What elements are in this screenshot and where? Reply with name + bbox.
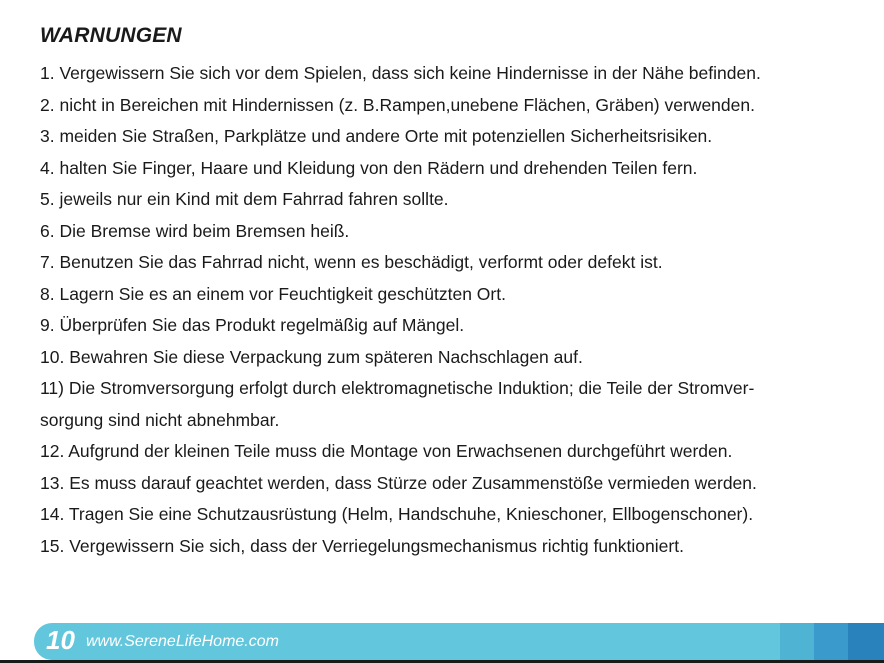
list-item: 6. Die Bremse wird beim Bremsen heiß. xyxy=(40,220,350,241)
footer-square xyxy=(848,623,884,660)
footer-bar xyxy=(0,623,884,660)
list-item: 5. jeweils nur ein Kind mit dem Fahrrad fahren sollte. xyxy=(40,189,449,209)
footer-square xyxy=(780,623,814,660)
list-item: 13. Es muss darauf geachtet werden, dass Stürze oder Zusammenstöße vermieden werden. xyxy=(40,472,757,493)
footer-square xyxy=(814,623,848,660)
list-item: 1. Vergewissern Sie sich vor dem Spielen, dass sich keine Hindernisse in der Nähe befinden. xyxy=(40,63,761,83)
list-item: 9. Überprüfen Sie das Produkt regelmäßig auf Mängel. xyxy=(40,315,465,335)
list-item: 3. meiden Sie Straßen, Parkplätze und andere Orte mit potenziellen Sicherheitsrisiken. xyxy=(40,126,713,146)
page-title: WARNUNGEN xyxy=(40,24,182,47)
list-item: 10. Bewahren Sie diese Verpackung zum späteren Nachschlagen auf. xyxy=(40,346,583,367)
list-item: 7. Benutzen Sie das Fahrrad nicht, wenn es beschädigt, verformt oder defekt ist. xyxy=(40,252,663,272)
list-item: 14. Tragen Sie eine Schutzausrüstung (Helm, Handschuhe, Knieschoner, Ellbogenschoner). xyxy=(40,504,754,524)
list-item: 15. Vergewissern Sie sich, dass der Verriegelungsmechanismus richtig funktioniert. xyxy=(40,535,684,556)
list-item: 8. Lagern Sie es an einem vor Feuchtigkeit geschützten Ort. xyxy=(40,283,506,304)
list-item: 4. halten Sie Finger, Haare und Kleidung von den Rädern und drehenden Teilen fern. xyxy=(40,157,698,178)
list-item: 12. Aufgrund der kleinen Teile muss die Montage von Erwachsenen durchgeführt werden. xyxy=(40,441,733,461)
warnings-list xyxy=(40,58,870,562)
list-item-continuation: sorgung sind nicht abnehmbar. xyxy=(40,409,280,430)
list-item: 2. nicht in Bereichen mit Hindernissen (z. B.Rampen,unebene Flächen, Gräben) verwenden. xyxy=(40,94,755,115)
list-item: 11) Die Stromversorgung erfolgt durch elektromagnetische Induktion; die Teile der Stromver- xyxy=(40,378,755,398)
website-link[interactable]: www.SereneLifeHome.com xyxy=(86,633,279,650)
page-number: 10 xyxy=(46,625,75,655)
